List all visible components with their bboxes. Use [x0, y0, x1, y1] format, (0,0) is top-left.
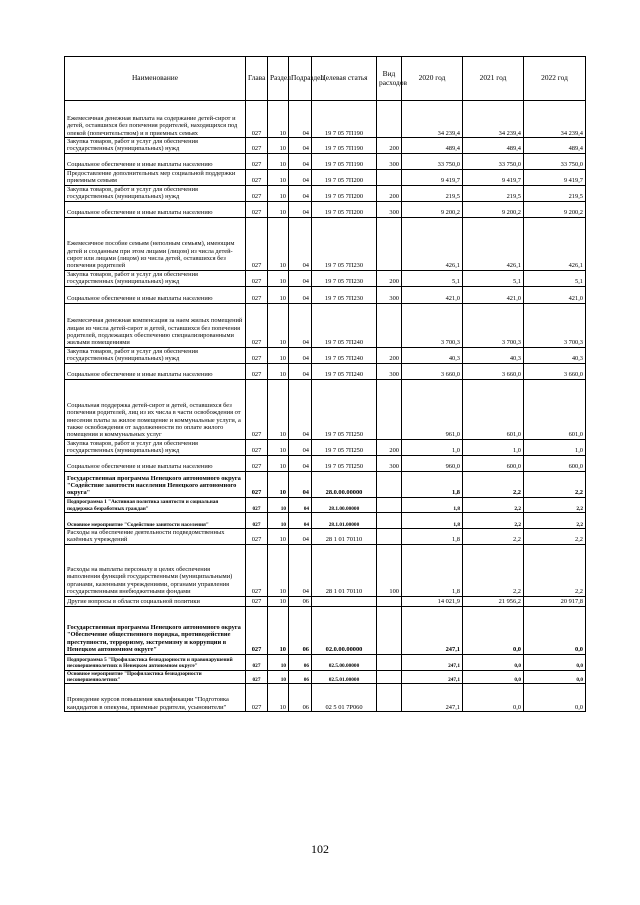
- cell-expense-type: 200: [377, 138, 402, 154]
- cell-2021: 421,0: [463, 286, 524, 303]
- table-row: [65, 217, 586, 270]
- cell-target: 19 7 05 7П200: [312, 169, 377, 185]
- cell-2022: 2,2: [524, 471, 586, 497]
- cell-expense-type: 300: [377, 363, 402, 379]
- cell-2020: 34 239,4: [402, 101, 463, 138]
- cell-target: 28.0.00.00000: [312, 471, 377, 497]
- cell-target: 02.0.00.00000: [312, 606, 377, 654]
- cell-2021: 2,2: [463, 497, 524, 512]
- cell-section: 10: [268, 439, 289, 455]
- header-2020: 2020 год: [402, 57, 463, 101]
- cell-expense-type: 100: [377, 544, 402, 596]
- table-row: [65, 303, 586, 347]
- cell-chapter: 027: [246, 497, 268, 512]
- cell-section: 10: [268, 497, 289, 512]
- cell-chapter: 027: [246, 684, 268, 712]
- cell-name: Государственная программа Ненецкого автономного округа "Обеспечение общественного порядка, противодействие преступности, терроризму, экстремизму и коррупции в Ненецком автономном округе": [65, 606, 246, 654]
- cell-target: 19 7 05 7П200: [312, 185, 377, 201]
- cell-2022: 3 660,0: [524, 363, 586, 379]
- header-chapter: Глава: [246, 57, 268, 101]
- cell-name: Проведение курсов повышения квалификации "Подготовка кандидатов в опекуны, приемные родители, усыновители": [65, 684, 246, 712]
- cell-2020: 3 700,3: [402, 303, 463, 347]
- table-row: [65, 684, 586, 712]
- cell-name: Закупка товаров, работ и услуг для обеспечения государственных (муниципальных) нужд: [65, 270, 246, 286]
- cell-name: Закупка товаров, работ и услуг для обеспечения государственных (муниципальных) нужд: [65, 185, 246, 201]
- cell-2021: 21 956,2: [463, 596, 524, 606]
- cell-2020: 489,4: [402, 138, 463, 154]
- cell-section: 10: [268, 270, 289, 286]
- cell-expense-type: 200: [377, 270, 402, 286]
- cell-2022: 2,2: [524, 497, 586, 512]
- cell-subsection: 04: [289, 544, 312, 596]
- header-2021: 2021 год: [463, 57, 524, 101]
- cell-expense-type: [377, 512, 402, 528]
- cell-section: 10: [268, 153, 289, 169]
- table-row: [65, 606, 586, 654]
- cell-chapter: 027: [246, 471, 268, 497]
- cell-subsection: 06: [289, 606, 312, 654]
- cell-subsection: 04: [289, 169, 312, 185]
- cell-chapter: 027: [246, 439, 268, 455]
- cell-target: 28 1 01 70110: [312, 528, 377, 544]
- cell-subsection: 04: [289, 153, 312, 169]
- cell-target: 02.5.01.00000: [312, 670, 377, 683]
- cell-2022: 34 239,4: [524, 101, 586, 138]
- table-row: [65, 512, 586, 528]
- table-row: [65, 455, 586, 471]
- cell-2020: 9 419,7: [402, 169, 463, 185]
- cell-2022: 219,5: [524, 185, 586, 201]
- cell-2022: 2,2: [524, 512, 586, 528]
- cell-expense-type: [377, 528, 402, 544]
- cell-section: 10: [268, 101, 289, 138]
- cell-expense-type: [377, 303, 402, 347]
- cell-2020: 40,3: [402, 347, 463, 363]
- cell-section: 10: [268, 471, 289, 497]
- cell-2021: 5,1: [463, 270, 524, 286]
- cell-chapter: 027: [246, 544, 268, 596]
- cell-2020: 3 660,0: [402, 363, 463, 379]
- cell-chapter: 027: [246, 201, 268, 217]
- table-row: [65, 347, 586, 363]
- cell-chapter: 027: [246, 363, 268, 379]
- cell-expense-type: [377, 654, 402, 670]
- cell-2020: 247,1: [402, 606, 463, 654]
- cell-expense-type: 200: [377, 439, 402, 455]
- cell-subsection: 06: [289, 670, 312, 683]
- cell-expense-type: 200: [377, 347, 402, 363]
- cell-subsection: 04: [289, 185, 312, 201]
- cell-chapter: 027: [246, 153, 268, 169]
- cell-section: 10: [268, 512, 289, 528]
- cell-chapter: 027: [246, 596, 268, 606]
- cell-subsection: 04: [289, 201, 312, 217]
- cell-section: 10: [268, 528, 289, 544]
- cell-expense-type: 200: [377, 185, 402, 201]
- cell-subsection: 04: [289, 455, 312, 471]
- table-row: [65, 138, 586, 154]
- cell-chapter: 027: [246, 169, 268, 185]
- cell-target: 19 7 05 7П230: [312, 286, 377, 303]
- cell-subsection: 06: [289, 654, 312, 670]
- cell-subsection: 06: [289, 596, 312, 606]
- page-number: 102: [311, 842, 329, 856]
- cell-name: Расходы на выплаты персоналу в целях обеспечения выполнения функций государственными (муниципальными) органами, казенными учреждениями, органами управления государственными внебюджетными фондами: [65, 544, 246, 596]
- table-row: [65, 654, 586, 670]
- cell-2021: 34 239,4: [463, 101, 524, 138]
- cell-2022: 0,0: [524, 670, 586, 683]
- cell-2021: 2,2: [463, 512, 524, 528]
- cell-2022: 5,1: [524, 270, 586, 286]
- cell-2020: 247,1: [402, 684, 463, 712]
- header-section: Раздел: [268, 57, 289, 101]
- cell-name: Предоставление дополнительных мер социальной поддержки приемным семьям: [65, 169, 246, 185]
- cell-2022: 600,0: [524, 455, 586, 471]
- table-row: [65, 497, 586, 512]
- cell-subsection: 04: [289, 471, 312, 497]
- cell-name: Основное мероприятие "Содействие занятости населения": [65, 512, 246, 528]
- cell-2021: 426,1: [463, 217, 524, 270]
- cell-section: 10: [268, 544, 289, 596]
- cell-2021: 0,0: [463, 670, 524, 683]
- cell-2022: 421,0: [524, 286, 586, 303]
- cell-subsection: 06: [289, 684, 312, 712]
- cell-expense-type: [377, 169, 402, 185]
- cell-target: 19 7 05 7П250: [312, 379, 377, 439]
- cell-2021: 219,5: [463, 185, 524, 201]
- table-row: [65, 544, 586, 596]
- cell-target: 02 5 01 7Р060: [312, 684, 377, 712]
- cell-2022: 3 700,3: [524, 303, 586, 347]
- cell-2020: 426,1: [402, 217, 463, 270]
- cell-section: 10: [268, 363, 289, 379]
- cell-section: 10: [268, 654, 289, 670]
- cell-name: Закупка товаров, работ и услуг для обеспечения государственных (муниципальных) нужд: [65, 138, 246, 154]
- cell-expense-type: [377, 606, 402, 654]
- cell-section: 10: [268, 286, 289, 303]
- cell-2021: 2,2: [463, 528, 524, 544]
- cell-2021: 9 200,2: [463, 201, 524, 217]
- cell-target: 19 7 05 7П200: [312, 201, 377, 217]
- cell-2020: 247,1: [402, 654, 463, 670]
- header-name: Наименование: [65, 57, 246, 101]
- cell-chapter: 027: [246, 347, 268, 363]
- cell-name: Ежемесячная денежная выплата на содержание детей-сирот и детей, оставшихся без попечения родителей, находящихся под опекой (попечительством) и в приемных семьях: [65, 101, 246, 138]
- cell-2020: 219,5: [402, 185, 463, 201]
- cell-name: Ежемесячная денежная компенсация за наем жилых помещений лицам из числа детей-сирот и детей, оставшихся без попечения родителей, подлежащих обеспечению специализированными жилыми помещениями: [65, 303, 246, 347]
- cell-section: 10: [268, 379, 289, 439]
- cell-2020: 1,0: [402, 439, 463, 455]
- cell-target: 19 7 05 7П240: [312, 347, 377, 363]
- cell-section: 10: [268, 217, 289, 270]
- cell-chapter: 027: [246, 286, 268, 303]
- cell-expense-type: [377, 217, 402, 270]
- cell-subsection: 04: [289, 101, 312, 138]
- cell-target: 19 7 05 7П230: [312, 270, 377, 286]
- cell-section: 10: [268, 185, 289, 201]
- cell-2022: 601,0: [524, 379, 586, 439]
- table-row: [65, 379, 586, 439]
- cell-expense-type: 300: [377, 455, 402, 471]
- cell-subsection: 04: [289, 270, 312, 286]
- budget-table-sheet: [64, 56, 585, 712]
- table-row: [65, 201, 586, 217]
- cell-chapter: 027: [246, 101, 268, 138]
- cell-chapter: 027: [246, 185, 268, 201]
- cell-name: Ежемесячное пособие семьям (неполным семьям), имеющим детей и созданным при этом лицами (лицом) из числа детей-сирот или лицами (лицом) из числа детей, оставшихся без попечения родителей: [65, 217, 246, 270]
- table-row: [65, 169, 586, 185]
- cell-section: 10: [268, 201, 289, 217]
- cell-2021: 0,0: [463, 684, 524, 712]
- cell-subsection: 04: [289, 363, 312, 379]
- cell-target: 28.1.00.00000: [312, 497, 377, 512]
- cell-2022: 9 200,2: [524, 201, 586, 217]
- cell-name: Закупка товаров, работ и услуг для обеспечения государственных (муниципальных) нужд: [65, 347, 246, 363]
- table-row: [65, 101, 586, 138]
- cell-2022: 33 750,0: [524, 153, 586, 169]
- cell-2020: 33 750,0: [402, 153, 463, 169]
- cell-subsection: 04: [289, 512, 312, 528]
- cell-subsection: 04: [289, 217, 312, 270]
- cell-subsection: 04: [289, 138, 312, 154]
- cell-2020: 1,8: [402, 497, 463, 512]
- cell-name: Расходы на обеспечение деятельности подведомственных казённых учреждений: [65, 528, 246, 544]
- cell-2020: 1,8: [402, 471, 463, 497]
- cell-2021: 2,2: [463, 544, 524, 596]
- cell-expense-type: [377, 471, 402, 497]
- table-row: [65, 596, 586, 606]
- cell-name: Социальное обеспечение и иные выплаты населению: [65, 286, 246, 303]
- cell-target: 02.5.00.00000: [312, 654, 377, 670]
- cell-section: 10: [268, 169, 289, 185]
- cell-target: 19 7 05 7П190: [312, 138, 377, 154]
- cell-2022: 0,0: [524, 654, 586, 670]
- cell-2020: 1,8: [402, 528, 463, 544]
- cell-target: 28 1 01 70110: [312, 544, 377, 596]
- table-body: [65, 101, 586, 712]
- cell-subsection: 04: [289, 379, 312, 439]
- cell-2020: 1,8: [402, 544, 463, 596]
- cell-2021: 2,2: [463, 471, 524, 497]
- cell-name: Подпрограмма 1 "Активная политика занятости и социальная поддержка безработных граждан": [65, 497, 246, 512]
- cell-chapter: 027: [246, 512, 268, 528]
- cell-section: 10: [268, 455, 289, 471]
- cell-chapter: 027: [246, 303, 268, 347]
- cell-chapter: 027: [246, 606, 268, 654]
- cell-subsection: 04: [289, 528, 312, 544]
- cell-chapter: 027: [246, 138, 268, 154]
- cell-name: Социальное обеспечение и иные выплаты населению: [65, 455, 246, 471]
- cell-section: 10: [268, 684, 289, 712]
- cell-name: Закупка товаров, работ и услуг для обеспечения государственных (муниципальных) нужд: [65, 439, 246, 455]
- cell-name: Государственная программа Ненецкого автономного округа "Содействие занятости населения Ненецкого автономного округа": [65, 471, 246, 497]
- cell-2020: 247,1: [402, 670, 463, 683]
- cell-expense-type: 300: [377, 286, 402, 303]
- cell-chapter: 027: [246, 670, 268, 683]
- cell-2021: 3 660,0: [463, 363, 524, 379]
- table-row: [65, 270, 586, 286]
- cell-expense-type: [377, 379, 402, 439]
- cell-2022: 0,0: [524, 606, 586, 654]
- cell-name: Социальное обеспечение и иные выплаты населению: [65, 363, 246, 379]
- cell-name: Подпрограмма 5 "Профилактика безнадзорности и правонарушений несовершеннолетних в Ненецком автономном округе": [65, 654, 246, 670]
- table-row: [65, 153, 586, 169]
- table-row: [65, 471, 586, 497]
- cell-name: Социальное обеспечение и иные выплаты населению: [65, 153, 246, 169]
- cell-2022: 489,4: [524, 138, 586, 154]
- cell-chapter: 027: [246, 528, 268, 544]
- cell-2020: 1,8: [402, 512, 463, 528]
- cell-2022: 426,1: [524, 217, 586, 270]
- cell-expense-type: [377, 670, 402, 683]
- cell-name: Основное мероприятие "Профилактика безнадзорности несовершеннолетних": [65, 670, 246, 683]
- table-row: [65, 286, 586, 303]
- header-subsection: Подраздел: [289, 57, 312, 101]
- cell-chapter: 027: [246, 455, 268, 471]
- cell-target: 19 7 05 7П230: [312, 217, 377, 270]
- cell-section: 10: [268, 303, 289, 347]
- header-expense-type: Вид расходов: [377, 57, 402, 101]
- table-row: [65, 439, 586, 455]
- cell-subsection: 04: [289, 303, 312, 347]
- cell-expense-type: 300: [377, 153, 402, 169]
- cell-2021: 1,0: [463, 439, 524, 455]
- cell-2021: 3 700,3: [463, 303, 524, 347]
- header-2022: 2022 год: [524, 57, 586, 101]
- cell-target: 28.1.01.00000: [312, 512, 377, 528]
- cell-2021: 40,3: [463, 347, 524, 363]
- cell-2021: 9 419,7: [463, 169, 524, 185]
- table-header-row: [65, 57, 586, 101]
- budget-table: [64, 56, 586, 712]
- cell-2020: 5,1: [402, 270, 463, 286]
- cell-2022: 1,0: [524, 439, 586, 455]
- cell-2021: 0,0: [463, 654, 524, 670]
- cell-chapter: 027: [246, 270, 268, 286]
- cell-target: 19 7 05 7П190: [312, 101, 377, 138]
- cell-chapter: 027: [246, 379, 268, 439]
- cell-subsection: 04: [289, 439, 312, 455]
- cell-2022: 40,3: [524, 347, 586, 363]
- cell-target: [312, 596, 377, 606]
- cell-section: 10: [268, 606, 289, 654]
- cell-2021: 601,0: [463, 379, 524, 439]
- cell-name: Социальная поддержка детей-сирот и детей, оставшихся без попечения родителей, лиц из их числа в части освобождения от внесения платы за жилое помещение и коммунальные услуги, а также освобождения от задолженности по оплате жилого помещения и коммунальных услуг: [65, 379, 246, 439]
- table-row: [65, 185, 586, 201]
- cell-chapter: 027: [246, 654, 268, 670]
- table-row: [65, 363, 586, 379]
- cell-2020: 961,0: [402, 379, 463, 439]
- cell-chapter: 027: [246, 217, 268, 270]
- cell-section: 10: [268, 596, 289, 606]
- cell-section: 10: [268, 347, 289, 363]
- cell-2022: 2,2: [524, 528, 586, 544]
- cell-name: Социальное обеспечение и иные выплаты населению: [65, 201, 246, 217]
- cell-2022: 0,0: [524, 684, 586, 712]
- cell-2020: 9 200,2: [402, 201, 463, 217]
- cell-2022: 20 917,8: [524, 596, 586, 606]
- cell-name: Другие вопросы в области социальной политики: [65, 596, 246, 606]
- cell-2020: 421,0: [402, 286, 463, 303]
- cell-target: 19 7 05 7П190: [312, 153, 377, 169]
- cell-expense-type: [377, 596, 402, 606]
- cell-expense-type: [377, 684, 402, 712]
- cell-expense-type: [377, 497, 402, 512]
- header-target: Целевая статья: [312, 57, 377, 101]
- table-row: [65, 528, 586, 544]
- cell-target: 19 7 05 7П240: [312, 363, 377, 379]
- cell-subsection: 04: [289, 347, 312, 363]
- cell-2021: 489,4: [463, 138, 524, 154]
- cell-target: 19 7 05 7П240: [312, 303, 377, 347]
- cell-expense-type: 300: [377, 201, 402, 217]
- cell-2021: 600,0: [463, 455, 524, 471]
- cell-2022: 2,2: [524, 544, 586, 596]
- cell-2021: 33 750,0: [463, 153, 524, 169]
- table-row: [65, 670, 586, 683]
- cell-subsection: 04: [289, 497, 312, 512]
- cell-subsection: 04: [289, 286, 312, 303]
- cell-section: 10: [268, 138, 289, 154]
- cell-target: 19 7 05 7П250: [312, 439, 377, 455]
- cell-2020: 960,0: [402, 455, 463, 471]
- cell-section: 10: [268, 670, 289, 683]
- cell-expense-type: [377, 101, 402, 138]
- cell-2020: 14 021,9: [402, 596, 463, 606]
- cell-2021: 0,0: [463, 606, 524, 654]
- cell-2022: 9 419,7: [524, 169, 586, 185]
- cell-target: 19 7 05 7П250: [312, 455, 377, 471]
